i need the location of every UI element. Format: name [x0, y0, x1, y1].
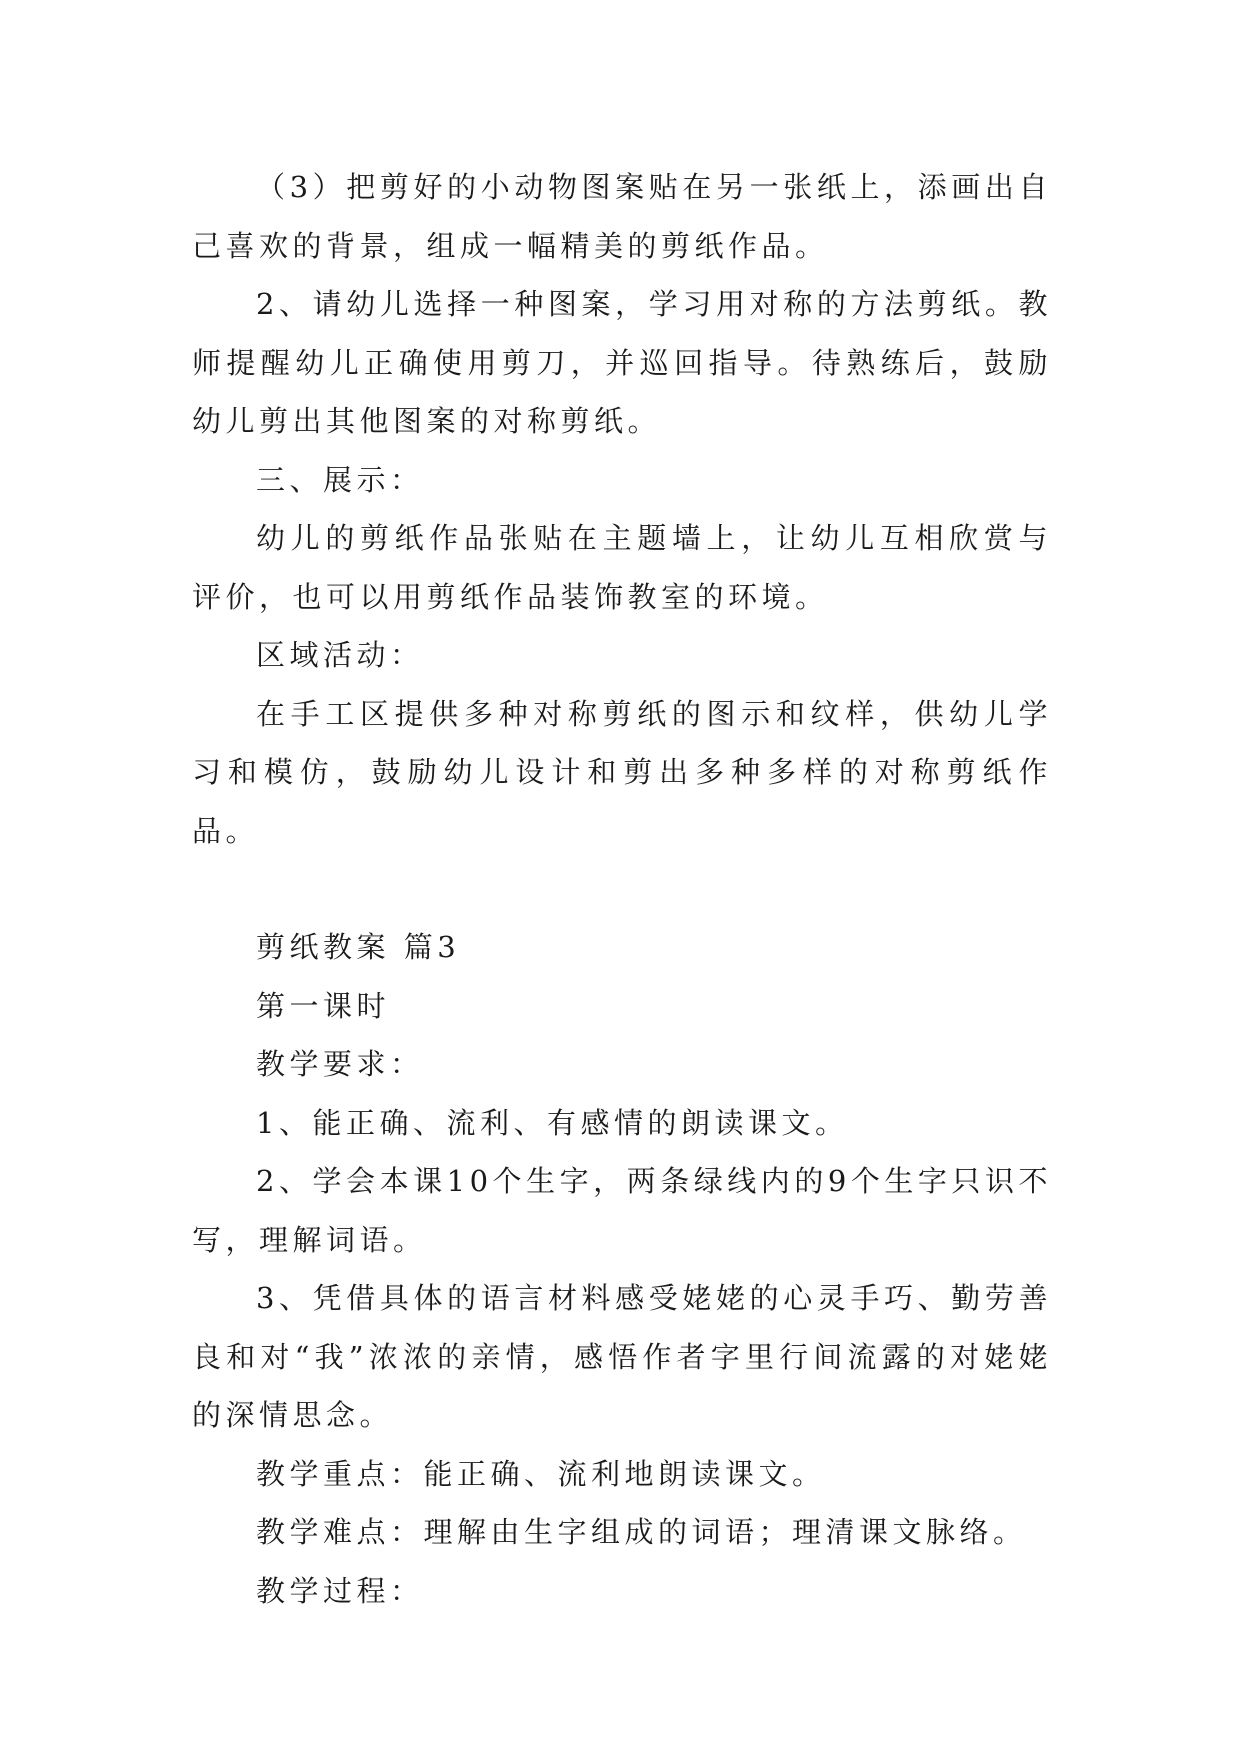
section-spacer — [192, 860, 1052, 918]
section-heading: 区域活动： — [256, 638, 424, 672]
document-section-title: 剪纸教案 篇3 — [256, 930, 461, 964]
list-item: 1、能正确、流利、有感情的朗读课文。 — [256, 1105, 849, 1140]
paragraph: 教学难点：理解由生字组成的词语；理清课文脉络。 — [256, 1515, 1027, 1549]
document-body — [192, 158, 1052, 1620]
section-heading: 三、展示： — [256, 462, 424, 497]
paragraph: 教学重点：能正确、流利地朗读课文。 — [256, 1456, 826, 1491]
lesson-label: 第一课时 — [256, 988, 391, 1023]
paragraph: 幼儿的剪纸作品张贴在主题墙上，让幼儿互相欣赏与评价，也可以用剪纸作品装饰教室的环境。 — [192, 521, 1052, 614]
list-item: 3、凭借具体的语言材料感受姥姥的心灵手巧、勤劳善良和对“我”浓浓的亲情，感悟作者字里行间流露的对姥姥的深情思念。 — [192, 1281, 1052, 1432]
paragraph: 在手工区提供多种对称剪纸的图示和纹样，供幼儿学习和模仿，鼓励幼儿设计和剪出多种多样的对称剪纸作品。 — [192, 696, 1052, 848]
section-heading: 教学要求： — [256, 1047, 424, 1081]
paragraph: （3）把剪好的小动物图案贴在另一张纸上，添画出自己喜欢的背景，组成一幅精美的剪纸作品。 — [192, 170, 1052, 263]
list-item: 2、学会本课10个生字，两条绿线内的9个生字只识不写，理解词语。 — [192, 1164, 1052, 1257]
paragraph: 2、请幼儿选择一种图案，学习用对称的方法剪纸。教师提醒幼儿正确使用剪刀，并巡回指导。待熟练后，鼓励幼儿剪出其他图案的对称剪纸。 — [192, 287, 1052, 438]
section-heading: 教学过程： — [256, 1573, 424, 1608]
